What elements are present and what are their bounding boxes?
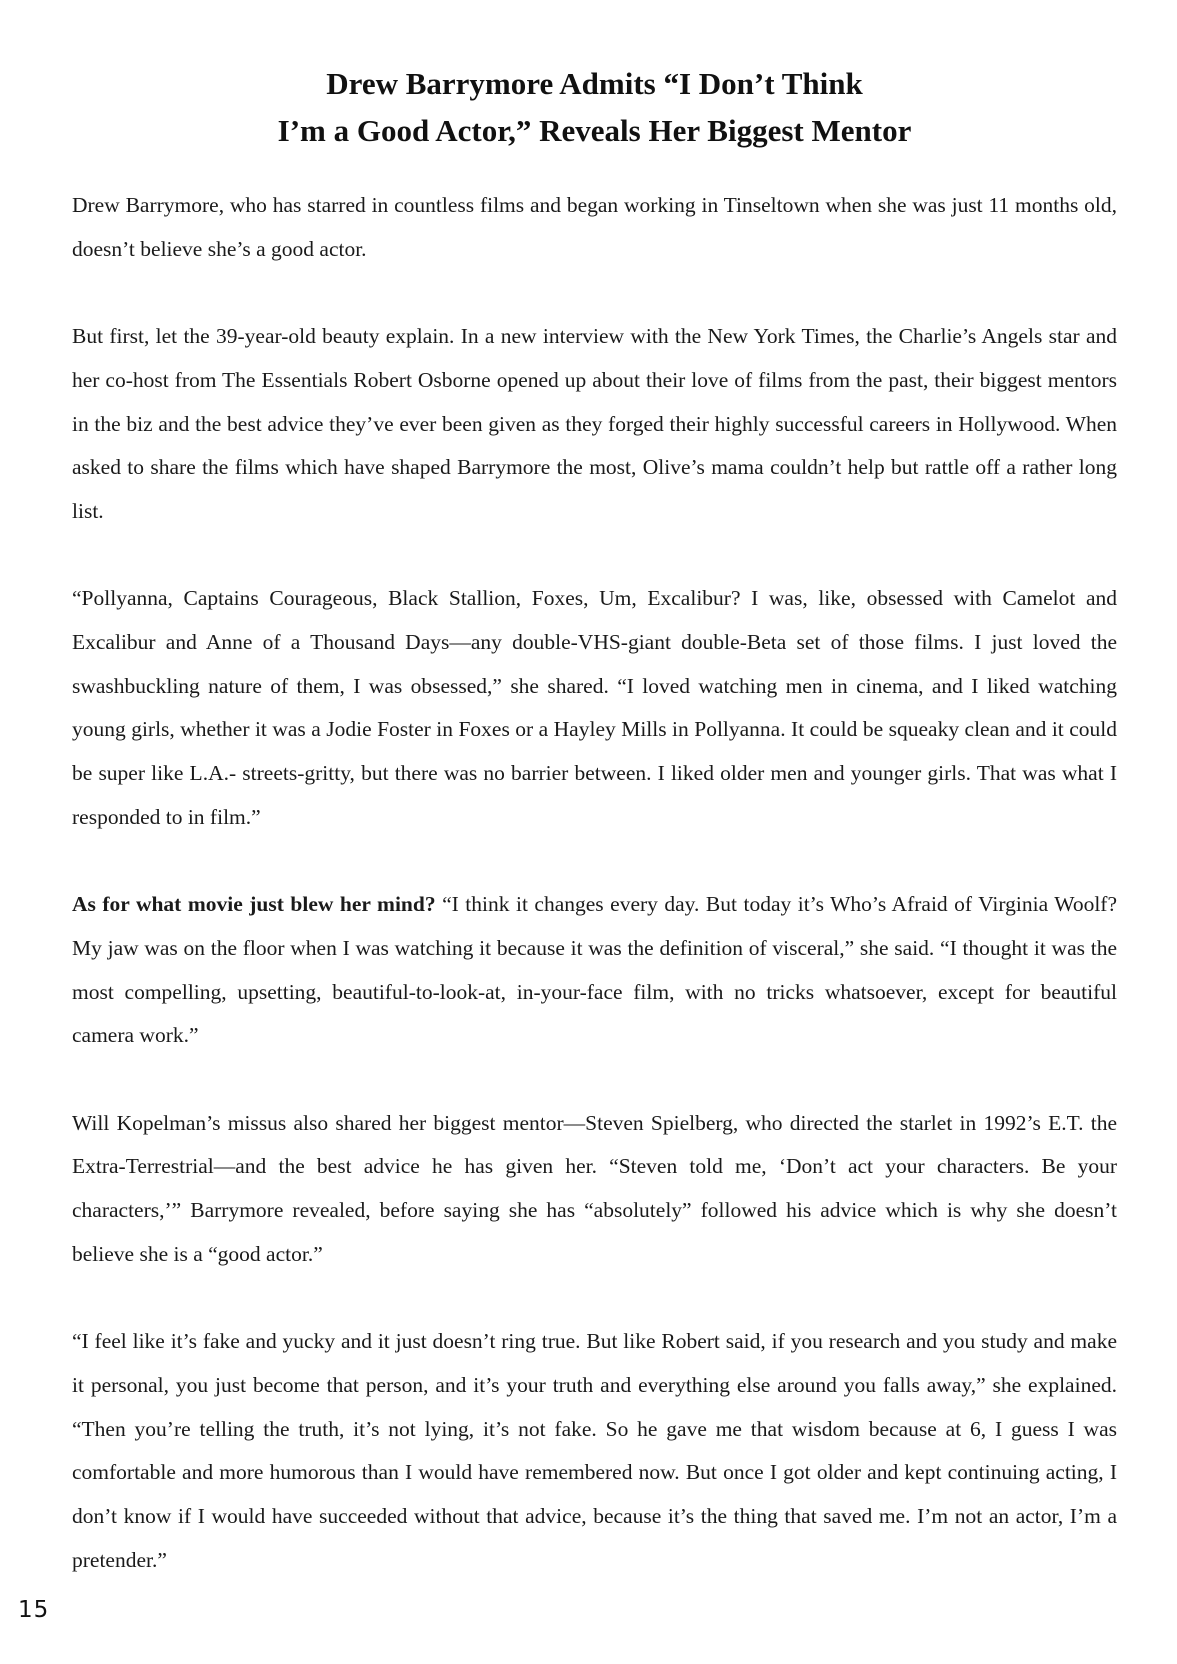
page-number: 15: [18, 1597, 50, 1623]
paragraph-4: [72, 883, 1117, 1058]
paragraph-4-lead: As for what movie just blew her mind?: [72, 892, 436, 917]
article-title-line-2: I’m a Good Actor,” Reveals Her Biggest Mentor: [277, 113, 912, 148]
paragraph-1: Drew Barrymore, who has starred in countless films and began working in Tinseltown when she was just 11 months old, doesn’t believe she’s a good actor.: [72, 193, 1117, 261]
paragraph-2: But first, let the 39-year-old beauty explain. In a new interview with the New York Times, the Charlie’s Angels star and her co-host from The Essentials Robert Osborne opened up about their love of films from the past, their biggest mentors in the biz and the best advice they’ve ever been given as they forged their highly successful careers in Hollywood. When asked to share the films which have shaped Barrymore the most, Olive’s mama couldn’t help but rattle off a rather long list.: [72, 324, 1117, 523]
paragraph-4-body: “I think it changes every day. But today it’s Who’s Afraid of Virginia Woolf? My jaw was on the floor when I was watching it because it was the definition of visceral,” she said. “I thought it was the most compelling, upsetting, beautiful-to-look-at, in-your-face film, with no tricks whatsoever, except for beautiful camera work.”: [72, 892, 1118, 1048]
article: [72, 60, 1117, 1626]
paragraph-3: “Pollyanna, Captains Courageous, Black Stallion, Foxes, Um, Excalibur? I was, like, obsessed with Camelot and Excalibur and Anne of a Thousand Days—any double-VHS-giant double-Beta set of those films. I just loved the swashbuckling nature of them, I was obsessed,” she shared. “I loved watching men in cinema, and I liked watching young girls, whether it was a Jodie Foster in Foxes or a Hayley Mills in Pollyanna. It could be squeaky clean and it could be super like L.A.- streets-gritty, but there was no barrier between. I liked older men and younger girls. That was what I responded to in film.”: [72, 586, 1117, 829]
paragraph-5: Will Kopelman’s missus also shared her biggest mentor—Steven Spielberg, who directed the starlet in 1992’s E.T. the Extra-Terrestrial—and the best advice he has given her. “Steven told me, ‘Don’t act your characters. Be your characters,’” Barrymore revealed, before saying she has “absolutely” followed his advice which is why she doesn’t believe she is a “good actor.”: [72, 1110, 1117, 1266]
article-title-line-1: Drew Barrymore Admits “I Don’t Think: [326, 66, 863, 101]
article-title: [72, 60, 1117, 154]
paragraph-6: “I feel like it’s fake and yucky and it just doesn’t ring true. But like Robert said, if you research and you study and make it personal, you just become that person, and it’s your truth and everything else around you falls away,” she explained. “Then you’re telling the truth, it’s not lying, it’s not fake. So he gave me that wisdom because at 6, I guess I was comfortable and more humorous than I would have remembered now. But once I got older and kept continuing acting, I don’t know if I would have succeeded without that advice, because it’s the thing that saved me. I’m not an actor, I’m a pretender.”: [72, 1329, 1117, 1572]
